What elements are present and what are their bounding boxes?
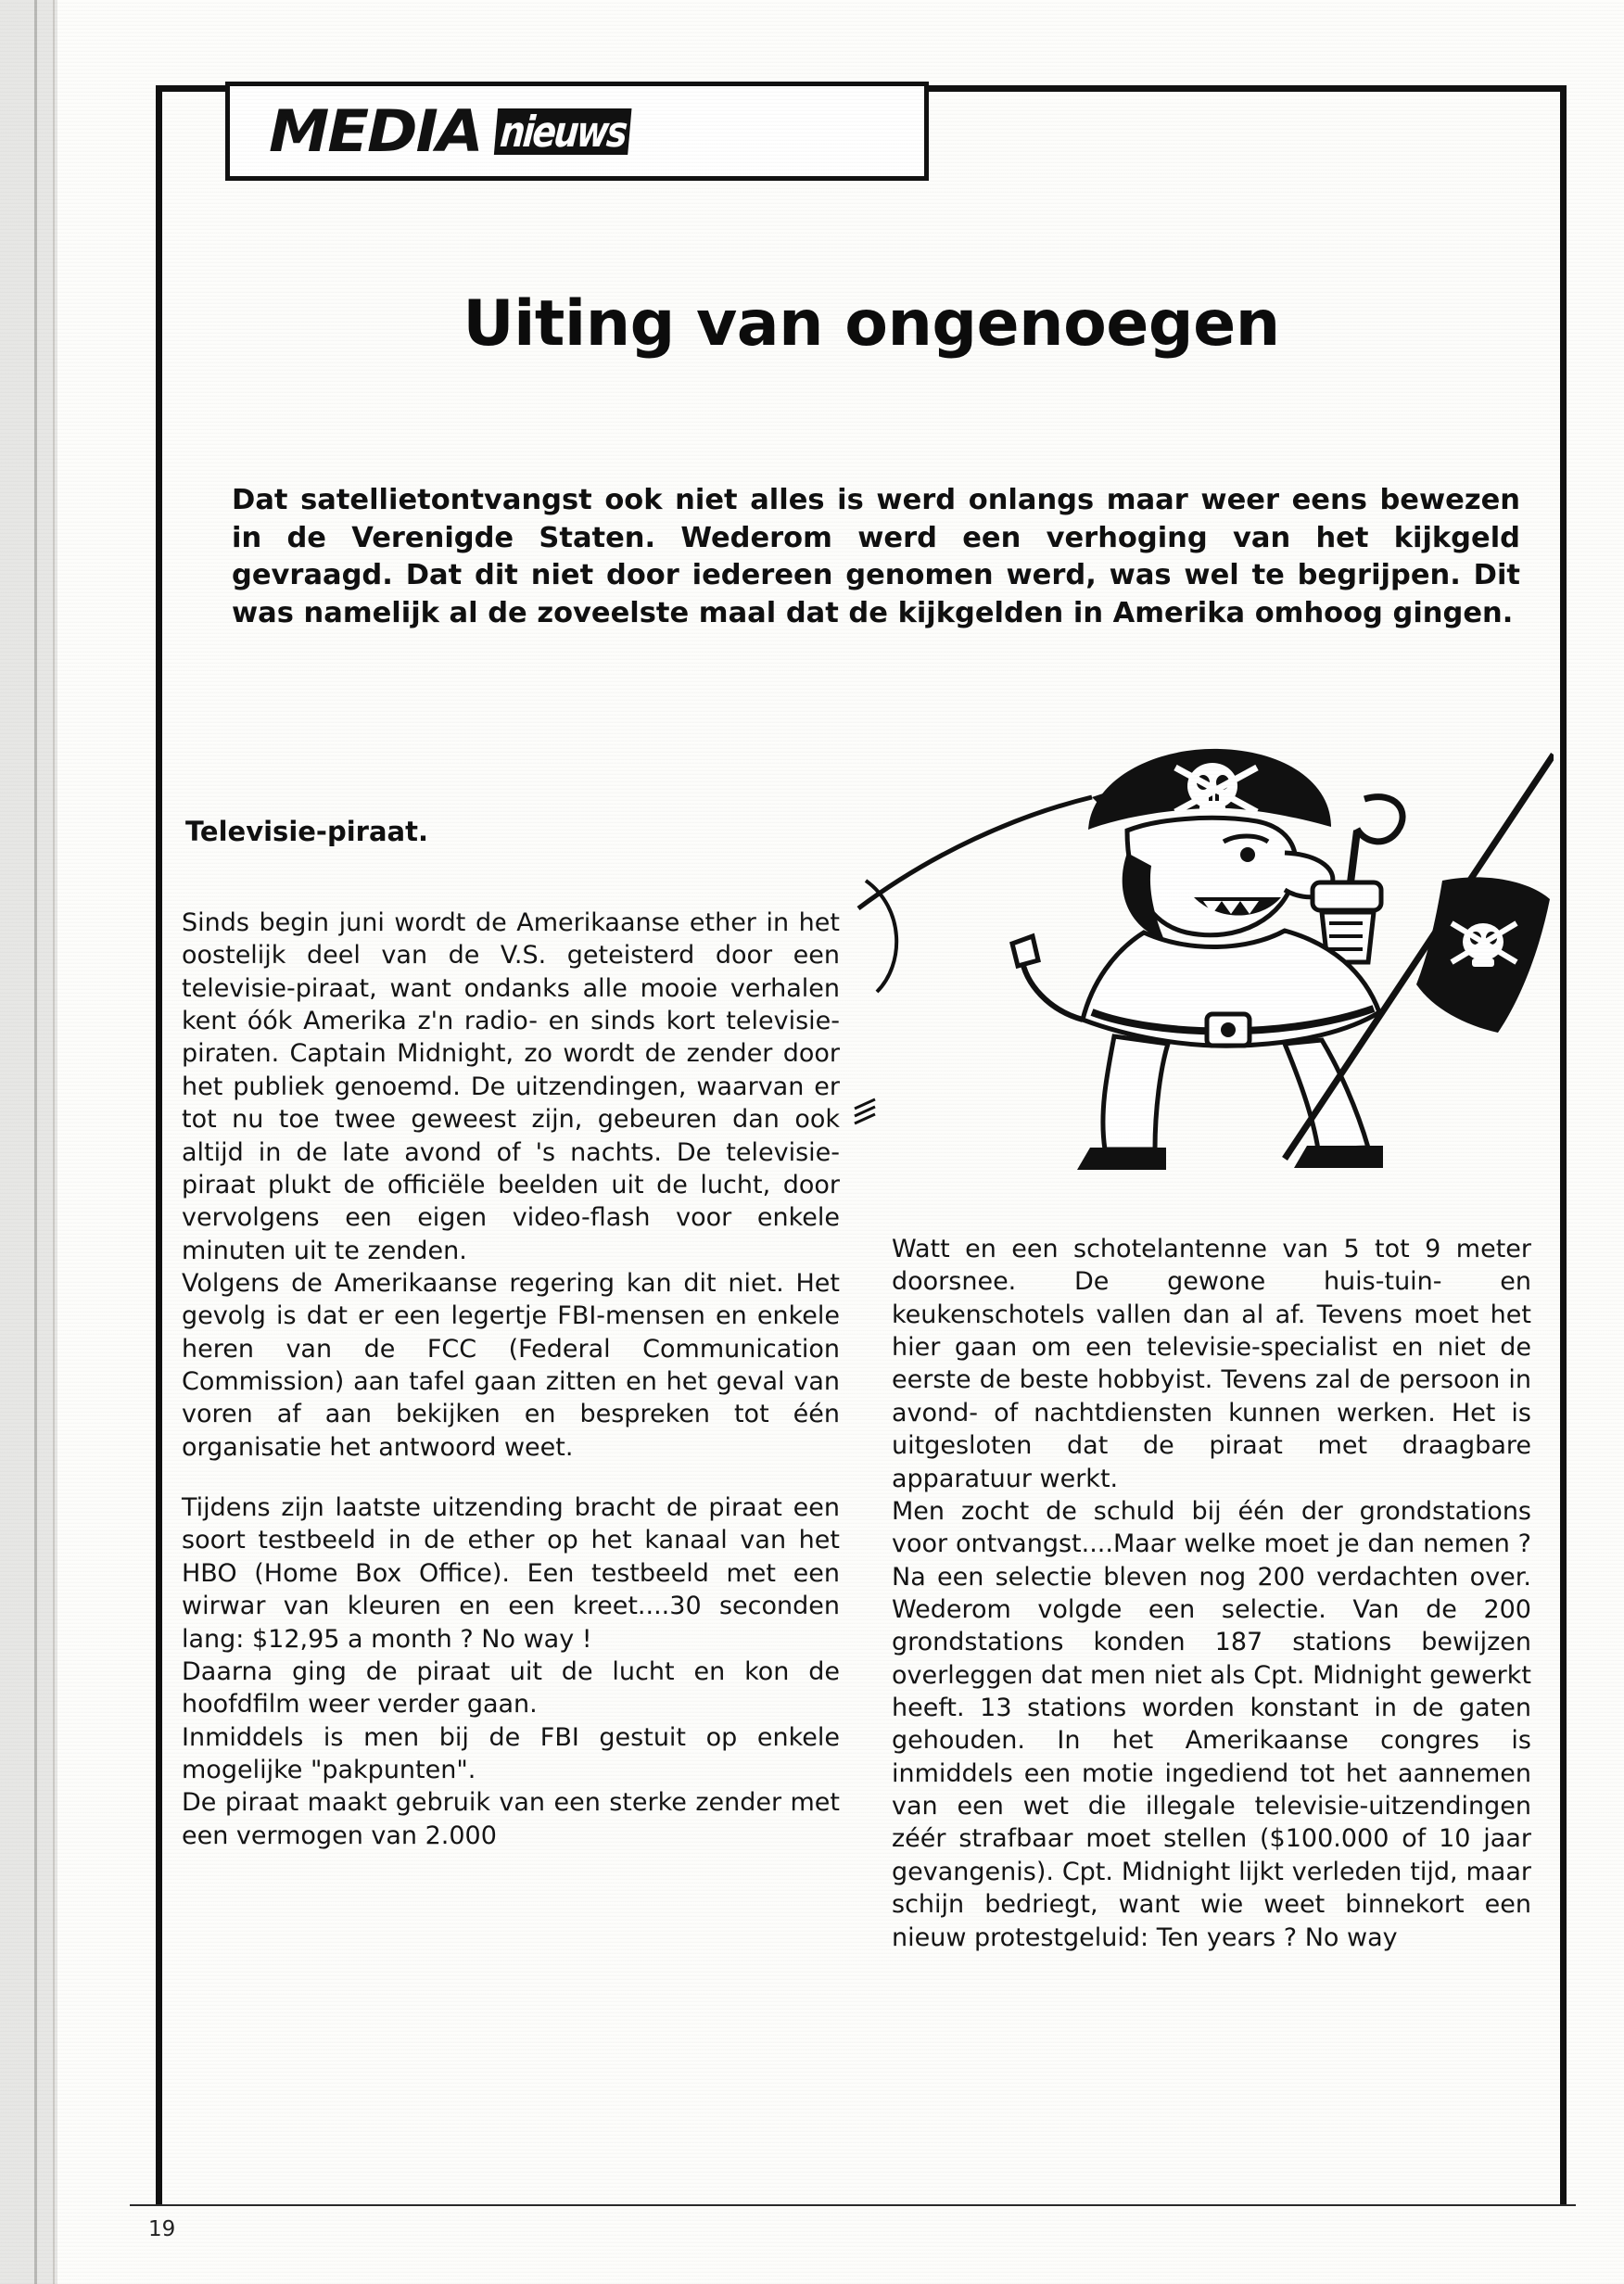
page-title: Uiting van ongenoegen <box>463 287 1280 361</box>
article-column-right <box>892 1233 1531 1954</box>
scan-gutter-line-outer <box>34 0 37 2284</box>
paragraph: Volgens de Amerikaanse regering kan dit niet. Het gevolg is dat er een legertje FBI-mensen en enkele heren van de FCC (Federal Communication Commission) aan tafel gaan zitten en het geval van voren af aan bekijken en bespreken tot één organisatie het antwoord weet. <box>182 1268 840 1462</box>
paragraph: Tijdens zijn laatste uitzending bracht de piraat een soort testbeeld in de ether op het kanaal van het HBO (Home Box Office). Een testbeeld met een wirwar van kleuren en een kreet....30 seconden lang: $12,95 a month ? No way ! <box>182 1493 840 1654</box>
paragraph: Men zocht de schuld bij één der grondstations voor ontvangst....Maar welke moet je dan nemen ? Na een selectie bleven nog 200 verdachten over. Wederom volgde een selectie. Van de 200 grondstations konden 187 stations bewijzen overleggen dat men niet als Cpt. Midnight gewerkt heeft. 13 stations worden konstant in de gaten gehouden. In het Amerikaanse congres is inmiddels een motie ingediend tot het aannemen van een wet die illegale televisie-uitzendingen zéér strafbaar moet stellen ($100.000 of 10 jaar gevangenis). Cpt. Midnight lijkt verleden tijd, maar schijn bedriegt, want wie weet binnekort een nieuw protestgeluid: Ten years ? No way <box>892 1496 1531 1952</box>
lead-paragraph: Dat satellietontvangst ook niet alles is werd onlangs maar weer eens bewezen in de Verenigde Staten. Wederom werd een verhoging van het kijkgeld gevraagd. Dat dit niet door iedereen genomen werd, was wel te begrijpen. Dit was namelijk al de zoveelste maal dat de kijkgelden in Amerika omhoog gingen. <box>232 484 1520 629</box>
masthead <box>225 82 929 181</box>
footer-divider <box>130 2204 1576 2206</box>
scan-gutter <box>0 0 57 2284</box>
section-subheading: Televisie-piraat. <box>185 816 428 847</box>
pirate-illustration <box>849 742 1554 1224</box>
paragraph: Sinds begin juni wordt de Amerikaanse ether in het oostelijk deel van de V.S. geteisterd door een televisie-piraat, want ondanks alle mooie verhalen kent óók Amerika z'n radio- en sinds kort televisie-piraten. Captain Midnight, zo wordt de zender door het publiek genoemd. De uitzendingen, waarvan er tot nu toe twee geweest zijn, gebeuren dan ook altijd in de late avond of 's nachts. De televisie-piraat plukt de officiële beelden uit de lucht, door vervolgens een eigen video-flash voor enkele minuten uit te zenden. <box>182 908 840 1265</box>
paragraph: De piraat maakt gebruik van een sterke zender met een vermogen van 2.000 <box>182 1788 840 1850</box>
paragraph: Inmiddels is men bij de FBI gestuit op enkele mogelijke "pakpunten". <box>182 1722 840 1784</box>
page-number: 19 <box>148 2217 176 2241</box>
masthead-title: MEDIA <box>269 96 482 165</box>
paragraph: Daarna ging de piraat uit de lucht en kon de hoofdfilm weer verder gaan. <box>182 1656 840 1719</box>
article-column-left <box>182 907 840 1852</box>
paragraph: Watt en een schotelantenne van 5 tot 9 meter doorsnee. De gewone huis-tuin- en keukenschotels vallen dan al af. Tevens moet het hier gaan om een televisie-specialist en niet de eerste de beste hobbyist. Tevens zal de persoon in avond- of nachtdiensten kunnen werken. Het is uitgesloten dat de piraat met draagbare apparatuur werkt. <box>892 1235 1531 1493</box>
scan-gutter-line-inner <box>53 0 55 2284</box>
masthead-subtitle: nieuws <box>493 108 631 155</box>
